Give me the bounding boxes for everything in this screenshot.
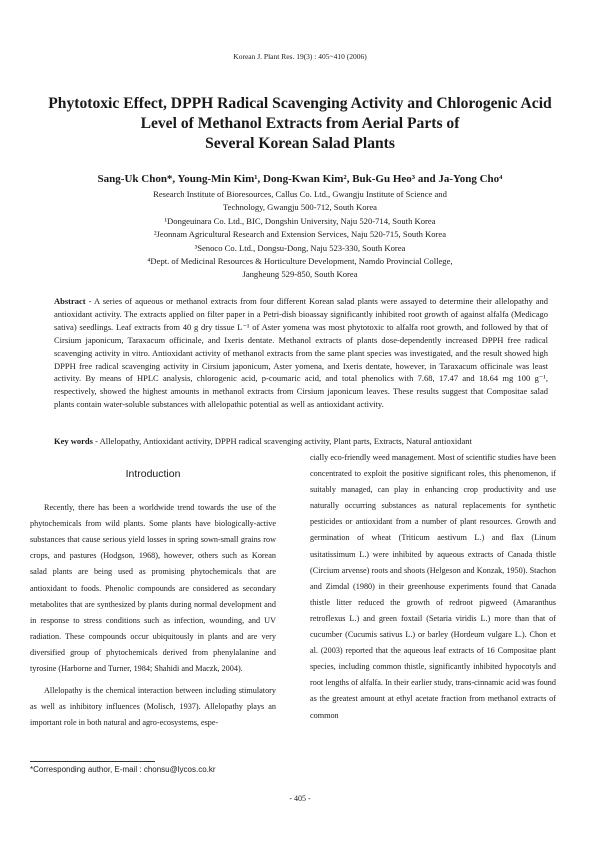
paragraph: Allelopathy is the chemical interaction between including stimulatory as well as inhibitory influences (Molisch, 1937). Allelopathy plays an important role in both natural and agro-ecosystems, espe- xyxy=(30,686,276,728)
right-column xyxy=(310,450,556,724)
abstract xyxy=(54,295,548,411)
affiliation-line: ²Jeonnam Agricultural Research and Extension Services, Naju 520-715, South Korea xyxy=(153,229,447,240)
corresponding-author-footnote: *Corresponding author, E-mail : chonsu@lycos.co.kr xyxy=(30,765,216,774)
page-number: - 405 - xyxy=(289,794,311,803)
affiliation-line: ¹Dongeuinara Co. Ltd., BIC, Dongshin University, Naju 520-714, South Korea xyxy=(164,215,436,226)
affiliation-line: ⁴Dept. of Medicinal Resources & Horticulture Development, Namdo Provincial College, xyxy=(147,256,453,267)
journal-header: Korean J. Plant Res. 19(3) : 405~410 (2006) xyxy=(233,52,367,61)
keywords-text: - Allelopathy, Antioxidant activity, DPPH radical scavenging activity, Plant parts, Extracts, Natural antioxidant xyxy=(92,436,472,446)
paragraph: cially eco-friendly weed management. Most of scientific studies have been concentrated to exploit the positive significant roles, this phenomenon, if suitably managed, can play in enhancing crop productivity and use naturally occurring substances as natural replacements for synthetic pesticides or antioxidant from a number of plant resources. Growth and germination of wheat (Triticum aestivum L.) and flax (Linum usitatissimum L.) were inhibited by aqueous extracts of Canada thistle (Circium arvense) roots and shoots (Helgeson and Konzak, 1950). Stachon and Zimdal (1980) in their greenhouse experiments found that Canada thistle litter reduced the growth of redroot pigweed (Amaranthus retroflexus L.) and green foxtail (Setaria viridis L.) more than that of cucumber (Cucumis sativus L.) or barley (Hordeum vulgare L.). Chon et al. (2003) reported that the aqueous leaf extracts of 16 Compositae plant species, including common thistle, significantly inhibited hypocotyls and root lengths of alfalfa. In their earlier study, trans-cinnamic acid was found as the greatest amount at ethyl acetate fraction from methanol extracts of common xyxy=(310,453,556,720)
title-line-3: Several Korean Salad Plants xyxy=(205,135,395,152)
paragraph: Recently, there has been a worldwide trend towards the use of the phytochemicals from wild plants. Some plants have biologically-active substances that cause serious yield losses in spring sown-small grains row crops, and pastures (Hodgson, 1968), however, others such as Korean salad plants are being used as promising phytochemicals that are antioxidant to foods. Phenolic compounds are considered as secondary metabolites that are synthesized by plants during normal development and in response to stress conditions such as infection, wounding, and UV radiation. These compounds occur ubiquitously in plants and are very diversified group of phytochemicals derived from phenylalanine and tyrosine (Harborne and Turner, 1984; Shahidi and Maczk, 2004). xyxy=(30,503,276,674)
affiliation-line: Research Institute of Bioresources, Callus Co. Ltd., Gwangju Institute of Science and xyxy=(153,189,447,199)
affiliation-line: Jangheung 529-850, South Korea xyxy=(242,269,358,280)
paper-title xyxy=(40,94,560,154)
footnote-divider xyxy=(30,761,155,762)
affiliations xyxy=(0,188,600,282)
abstract-text: - A series of aqueous or methanol extracts from four different Korean salad plants were assayed to determine their allelopathy and antioxidant activity. The extracts applied on filter paper in a Petri-dish bioassay significantly inhibited root growth of against alfalfa (Medicago sativa) seedlings. Leaf extracts from 40 g dry tissue L⁻¹ of Aster yomena was most phytotoxic to alfalfa root growth, and followed by that of Cirsium japonicum, Taraxacum officinale, and Ixeris dentate. Methanol extracts of plants dose-dependently increased DPPH free radical scavenging activity in vitro. Antioxidant activity of methanol extracts from the same plant species was investigated, and the result showed high DPPH free radical scavenging activity in Cirsium japonicum, Aster yomena, and Ixeris dentate, however, in Taraxacum officinale was least activity. By means of HPLC analysis, chlorogenic acid, p-coumaric acid, and total phenolics with 7.68, 17.47 and 18.64 mg 100 g⁻¹, respectively, showed the highest amounts in methanol extracts from Cirsium japonicum leaves. These results suggest that Compositae salad plants contain water-soluble substances with allelopathic potential as well as antioxidant activity. xyxy=(54,296,548,410)
section-heading-introduction: Introduction xyxy=(125,468,181,480)
affiliation-line: ³Senoco Co. Ltd., Dongsu-Dong, Naju 523-330, South Korea xyxy=(194,242,406,253)
affiliation-line: Technology, Gwangju 500-712, South Korea xyxy=(223,202,377,213)
left-column xyxy=(30,466,276,731)
keywords-label: Key words xyxy=(54,436,93,446)
title-line-1: Phytotoxic Effect, DPPH Radical Scavenging Activity and Chlorogenic Acid xyxy=(48,95,552,112)
author-list: Sang-Uk Chon*, Young-Min Kim¹, Dong-Kwan Kim², Buk-Gu Heo³ and Ja-Yong Cho⁴ xyxy=(97,173,503,185)
abstract-label: Abstract xyxy=(54,296,86,306)
keywords xyxy=(54,436,548,446)
title-line-2: Level of Methanol Extracts from Aerial Parts of xyxy=(140,115,460,132)
